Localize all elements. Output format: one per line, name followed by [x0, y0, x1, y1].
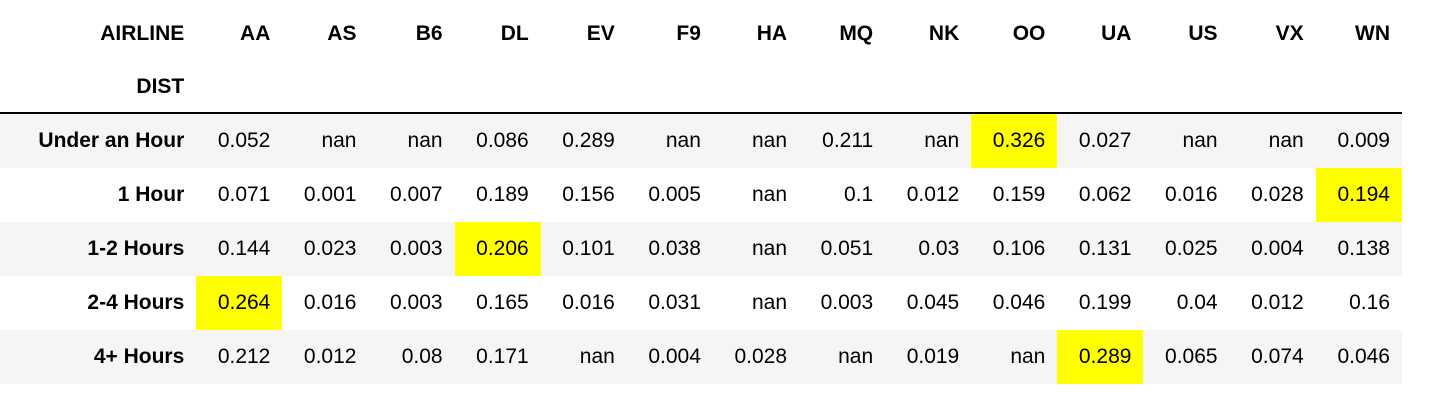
column-header: MQ	[839, 22, 874, 45]
table-cell: 0.005	[648, 183, 701, 206]
column-header: NK	[928, 22, 960, 45]
column-header: HA	[756, 22, 788, 45]
table-cell: 0.03	[918, 237, 960, 260]
column-header: OO	[1012, 22, 1046, 45]
column-header: AS	[327, 22, 357, 45]
table-cell: 0.086	[476, 129, 529, 152]
table-cell: 0.012	[906, 183, 960, 206]
table-cell: 0.071	[217, 183, 271, 206]
styled-dataframe-table	[0, 6, 1402, 384]
table-cell: 0.131	[1078, 237, 1132, 260]
table-cell: 0.028	[734, 345, 788, 368]
table-cell: 0.04	[1176, 291, 1218, 314]
highlighted-max-cell: 0.206	[455, 222, 541, 276]
table-cell: 0.144	[217, 237, 271, 260]
table-cell: 0.007	[390, 183, 443, 206]
empty-header-cell	[1057, 62, 1143, 113]
table-cell: 0.062	[1078, 183, 1132, 206]
table-cell: nan	[751, 237, 788, 260]
table-cell: 0.046	[992, 291, 1046, 314]
table-cell: nan	[407, 129, 443, 152]
columns-name-label: AIRLINE	[100, 22, 185, 45]
table-cell: 0.019	[906, 345, 960, 368]
column-header: AA	[240, 22, 271, 45]
table-cell: 0.165	[476, 291, 529, 314]
table-cell: 0.1	[843, 183, 874, 206]
column-header: EV	[586, 22, 615, 45]
table-row	[0, 168, 1402, 222]
column-header: WN	[1355, 22, 1390, 45]
row-index-label: 2-4 Hours	[87, 291, 185, 314]
table-cell: 0.031	[648, 291, 701, 314]
table-cell: 0.027	[1078, 129, 1132, 152]
table-cell: 0.074	[1251, 345, 1304, 368]
empty-header-cell	[1230, 62, 1316, 113]
table-cell: nan	[579, 345, 615, 368]
empty-header-cell	[713, 62, 799, 113]
table-cell: 0.289	[562, 129, 615, 152]
table-cell: 0.016	[303, 291, 357, 314]
highlighted-max-cell: 0.326	[971, 113, 1057, 168]
index-name-row	[0, 62, 1402, 113]
table-cell: nan	[1182, 129, 1218, 152]
table-cell: 0.189	[476, 183, 529, 206]
empty-header-cell	[627, 62, 713, 113]
highlighted-max-cell: 0.264	[196, 276, 282, 330]
table-cell: 0.156	[562, 183, 615, 206]
empty-header-cell	[282, 62, 368, 113]
table-cell: 0.211	[822, 129, 874, 152]
table-cell: 0.003	[820, 291, 874, 314]
column-header: US	[1188, 22, 1218, 45]
column-header: DL	[500, 22, 529, 45]
table-cell: 0.051	[820, 237, 874, 260]
table-cell: nan	[924, 129, 960, 152]
empty-header-cell	[885, 62, 971, 113]
table-cell: 0.212	[217, 345, 271, 368]
table-cell: nan	[665, 129, 701, 152]
empty-header-cell	[971, 62, 1057, 113]
table-cell: 0.052	[217, 129, 271, 152]
empty-header-cell	[368, 62, 454, 113]
table-row	[0, 330, 1402, 384]
empty-header-cell	[1143, 62, 1229, 113]
table-row	[0, 222, 1402, 276]
column-header: VX	[1275, 22, 1304, 45]
table-cell: 0.045	[906, 291, 960, 314]
empty-header-cell	[1316, 62, 1402, 113]
table-cell: nan	[751, 291, 788, 314]
index-name-label: DIST	[136, 75, 185, 98]
row-index-label: 1-2 Hours	[87, 237, 185, 260]
table-cell: 0.16	[1349, 291, 1390, 314]
table-cell: 0.171	[476, 345, 529, 368]
column-header: UA	[1101, 22, 1132, 45]
table-cell: 0.028	[1251, 183, 1304, 206]
table-cell: 0.009	[1337, 129, 1390, 152]
table-row	[0, 276, 1402, 330]
table-cell: 0.199	[1078, 291, 1132, 314]
table-body	[0, 113, 1402, 384]
table-cell: 0.016	[562, 291, 615, 314]
table-cell: nan	[838, 345, 874, 368]
table-cell: 0.004	[648, 345, 701, 368]
column-header: B6	[415, 22, 443, 45]
table-cell: nan	[1010, 345, 1046, 368]
table-cell: 0.012	[303, 345, 357, 368]
empty-header-cell	[455, 62, 541, 113]
table-row	[0, 113, 1402, 168]
empty-header-cell	[541, 62, 627, 113]
table-cell: nan	[321, 129, 357, 152]
row-index-label: 1 Hour	[117, 183, 185, 206]
empty-header-cell	[196, 62, 282, 113]
table-cell: nan	[1268, 129, 1304, 152]
table-cell: 0.138	[1337, 237, 1390, 260]
highlighted-max-cell: 0.289	[1057, 330, 1143, 384]
table-cell: 0.003	[390, 291, 443, 314]
row-index-label: Under an Hour	[38, 129, 185, 152]
empty-header-cell	[799, 62, 885, 113]
row-index-label: 4+ Hours	[93, 345, 185, 368]
column-header: F9	[676, 22, 701, 45]
table-cell: 0.016	[1165, 183, 1218, 206]
table-cell: 0.065	[1165, 345, 1218, 368]
table-cell: 0.003	[390, 237, 443, 260]
table-cell: nan	[751, 183, 788, 206]
table-cell: 0.001	[303, 183, 357, 206]
column-header-row	[0, 6, 1402, 62]
table-cell: 0.08	[401, 345, 443, 368]
table-cell: 0.025	[1165, 237, 1218, 260]
table-cell: nan	[751, 129, 788, 152]
highlighted-max-cell: 0.194	[1316, 168, 1402, 222]
table-cell: 0.023	[303, 237, 357, 260]
table-cell: 0.159	[992, 183, 1046, 206]
table-cell: 0.012	[1251, 291, 1304, 314]
table-cell: 0.038	[648, 237, 701, 260]
table-cell: 0.004	[1251, 237, 1304, 260]
table-cell: 0.101	[562, 237, 615, 260]
table-cell: 0.106	[992, 237, 1046, 260]
table-cell: 0.046	[1337, 345, 1390, 368]
